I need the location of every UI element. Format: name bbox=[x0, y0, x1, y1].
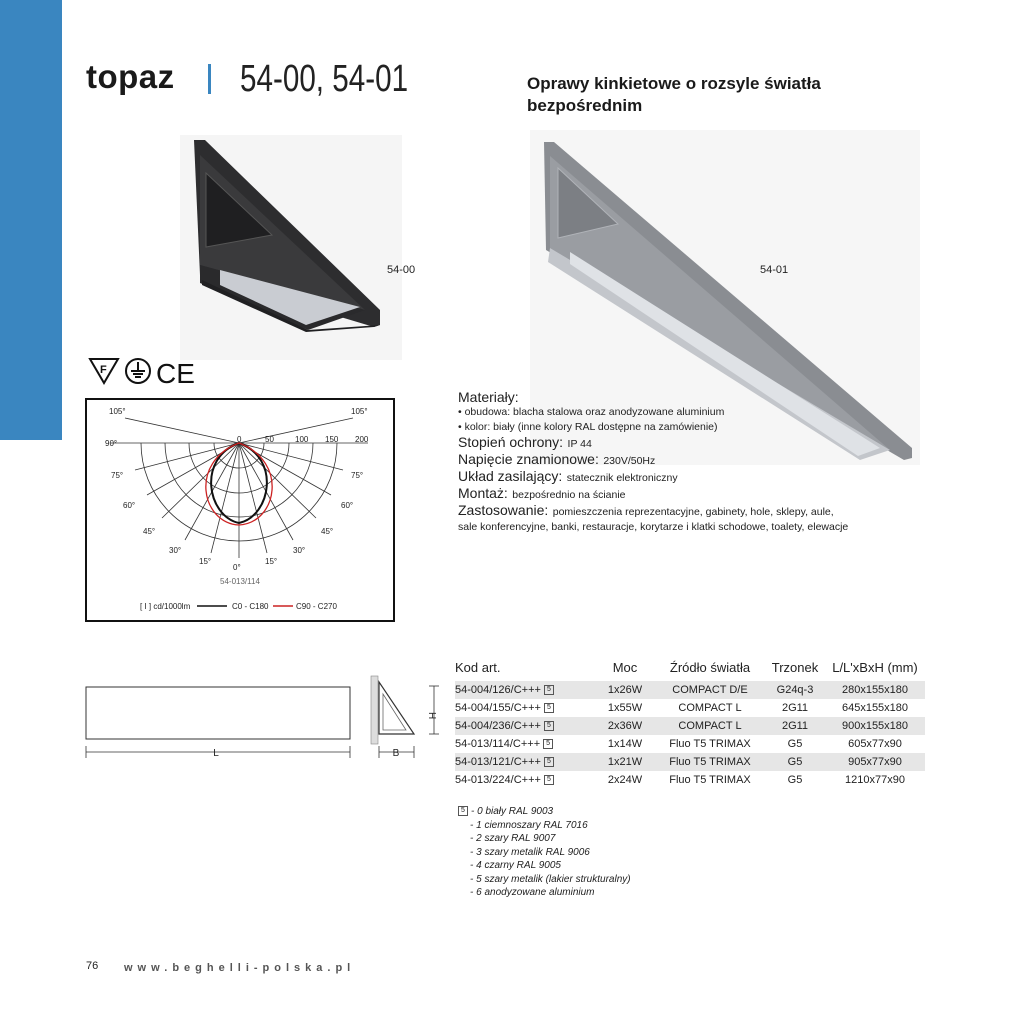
angle-label: 60° bbox=[123, 501, 136, 510]
label-54-00: 54-00 bbox=[387, 264, 416, 276]
materials-item: • kolor: biały (inne kolory RAL dostępne na zamówienie) bbox=[458, 421, 718, 433]
ground-icon bbox=[126, 359, 150, 383]
svg-text:CE: CE bbox=[156, 358, 195, 387]
mount-label: Montaż: bbox=[458, 485, 508, 501]
angle-label: 45° bbox=[321, 527, 334, 536]
color-code-box: 5 bbox=[544, 703, 554, 713]
color-code-item: - 5 szary metalik (lakier strukturalny) bbox=[470, 873, 631, 885]
scale-label: 50 bbox=[265, 435, 274, 444]
col-header: Źródło światła bbox=[669, 660, 751, 675]
color-code-item: - 6 anodyzowane aluminium bbox=[470, 887, 595, 898]
product-subtitle: Oprawy kinkietowe o rozsyle światła bezpośrednim bbox=[527, 74, 821, 115]
color-code-box: 5 bbox=[544, 721, 554, 731]
table-row: 54-013/114/C+++ 5 1x14W Fluo T5 TRIMAX G5 605x77x90 bbox=[455, 738, 902, 750]
blue-sidebar bbox=[0, 0, 62, 440]
col-header: Moc bbox=[612, 660, 638, 675]
angle-label: 60° bbox=[341, 501, 354, 510]
ce-mark-icon bbox=[156, 358, 195, 387]
materials-label: Materiały: bbox=[458, 389, 519, 405]
use-value: pomieszczenia reprezentacyjne, gabinety, hole, sklepy, aule, bbox=[552, 506, 834, 518]
color-code-item: - 4 czarny RAL 9005 bbox=[470, 860, 561, 871]
polar-diagram bbox=[85, 398, 395, 622]
f-mark-icon bbox=[90, 359, 118, 383]
col-header: Kod art. bbox=[455, 660, 501, 675]
angle-label: 30° bbox=[293, 546, 306, 555]
color-code-item: - 0 biały RAL 9003 bbox=[471, 806, 554, 817]
legend-c0: C0 - C180 bbox=[232, 602, 269, 611]
ip-label: Stopień ochrony: bbox=[458, 434, 564, 450]
table-row: 54-004/126/C+++ 5 1x26W COMPACT D/E G24q-3 280x155x180 bbox=[455, 681, 925, 699]
title-divider bbox=[208, 64, 211, 94]
angle-label: 0° bbox=[233, 563, 241, 572]
angle-label: 75° bbox=[351, 471, 364, 480]
angle-label: 15° bbox=[265, 557, 278, 566]
label-54-01: 54-01 bbox=[760, 264, 789, 276]
product-table bbox=[455, 660, 925, 789]
angle-label: 105° bbox=[109, 407, 126, 416]
table-row: 54-013/121/C+++ 5 1x21W Fluo T5 TRIMAX G5 905x77x90 bbox=[455, 753, 925, 771]
use-label: Zastosowanie: bbox=[458, 502, 549, 518]
color-code-item: - 1 ciemnoszary RAL 7016 bbox=[470, 819, 588, 831]
table-row: 54-013/224/C+++ 5 2x24W Fluo T5 TRIMAX G5 1210x77x90 bbox=[455, 774, 905, 786]
svg-text:F: F bbox=[100, 364, 107, 376]
ip-value: IP 44 bbox=[567, 438, 592, 450]
dimension-drawing bbox=[84, 672, 444, 762]
color-code-box: 5 bbox=[544, 685, 554, 695]
scale-label: 200 bbox=[355, 435, 369, 444]
scale-label: 100 bbox=[295, 435, 309, 444]
angle-label: 45° bbox=[143, 527, 156, 536]
specifications bbox=[458, 390, 878, 535]
angle-label: 105° bbox=[351, 407, 368, 416]
color-codes-list bbox=[458, 805, 631, 900]
color-code-box: 5 bbox=[544, 757, 554, 767]
dim-L: L bbox=[213, 748, 219, 759]
page-number: 76 bbox=[86, 960, 99, 972]
color-code-box: 5 bbox=[458, 806, 468, 816]
angle-label: 75° bbox=[111, 471, 124, 480]
legend-unit: [ I ] cd/1000lm bbox=[140, 602, 191, 611]
scale-label: 150 bbox=[325, 435, 339, 444]
product-codes: 54-00, 54-01 bbox=[240, 58, 409, 100]
certification-marks bbox=[88, 355, 198, 387]
scale-label: 0 bbox=[237, 435, 242, 444]
mount-value: bezpośrednio na ścianie bbox=[512, 489, 626, 501]
color-code-box: 5 bbox=[544, 775, 554, 785]
footer-url[interactable]: www.beghelli-polska.pl bbox=[124, 962, 356, 974]
supply-value: statecznik elektroniczny bbox=[566, 472, 678, 484]
materials-item: • obudowa: blacha stalowa oraz anodyzowane aluminium bbox=[458, 406, 725, 418]
table-row: 54-004/236/C+++ 5 2x36W COMPACT L 2G11 900x155x180 bbox=[455, 717, 925, 735]
supply-label: Układ zasilający: bbox=[458, 468, 563, 484]
col-header: Trzonek bbox=[771, 660, 819, 675]
angle-label: 90° bbox=[105, 439, 118, 448]
color-code-item: - 3 szary metalik RAL 9006 bbox=[470, 846, 590, 858]
legend-c90: C90 - C270 bbox=[296, 602, 337, 611]
diagram-code: 54-013/114 bbox=[220, 577, 260, 586]
product-image-54-00 bbox=[180, 135, 402, 360]
dim-H: H bbox=[426, 712, 437, 720]
brand-title: topaz bbox=[86, 58, 175, 95]
voltage-value: 230V/50Hz bbox=[603, 455, 656, 467]
table-row: 54-004/155/C+++ 5 1x55W COMPACT L 2G11 645x155x180 bbox=[455, 702, 909, 714]
angle-label: 15° bbox=[199, 557, 212, 566]
color-code-box: 5 bbox=[543, 739, 553, 749]
color-code-item: - 2 szary RAL 9007 bbox=[470, 833, 556, 844]
angle-label: 30° bbox=[169, 546, 182, 555]
dim-B: B bbox=[392, 748, 400, 759]
use-value-continued: sale konferencyjne, banki, restauracje, korytarze i klatki schodowe, toalety, elewacje bbox=[458, 521, 849, 533]
col-header: L/L'xBxH (mm) bbox=[832, 660, 918, 675]
voltage-label: Napięcie znamionowe: bbox=[458, 451, 599, 467]
